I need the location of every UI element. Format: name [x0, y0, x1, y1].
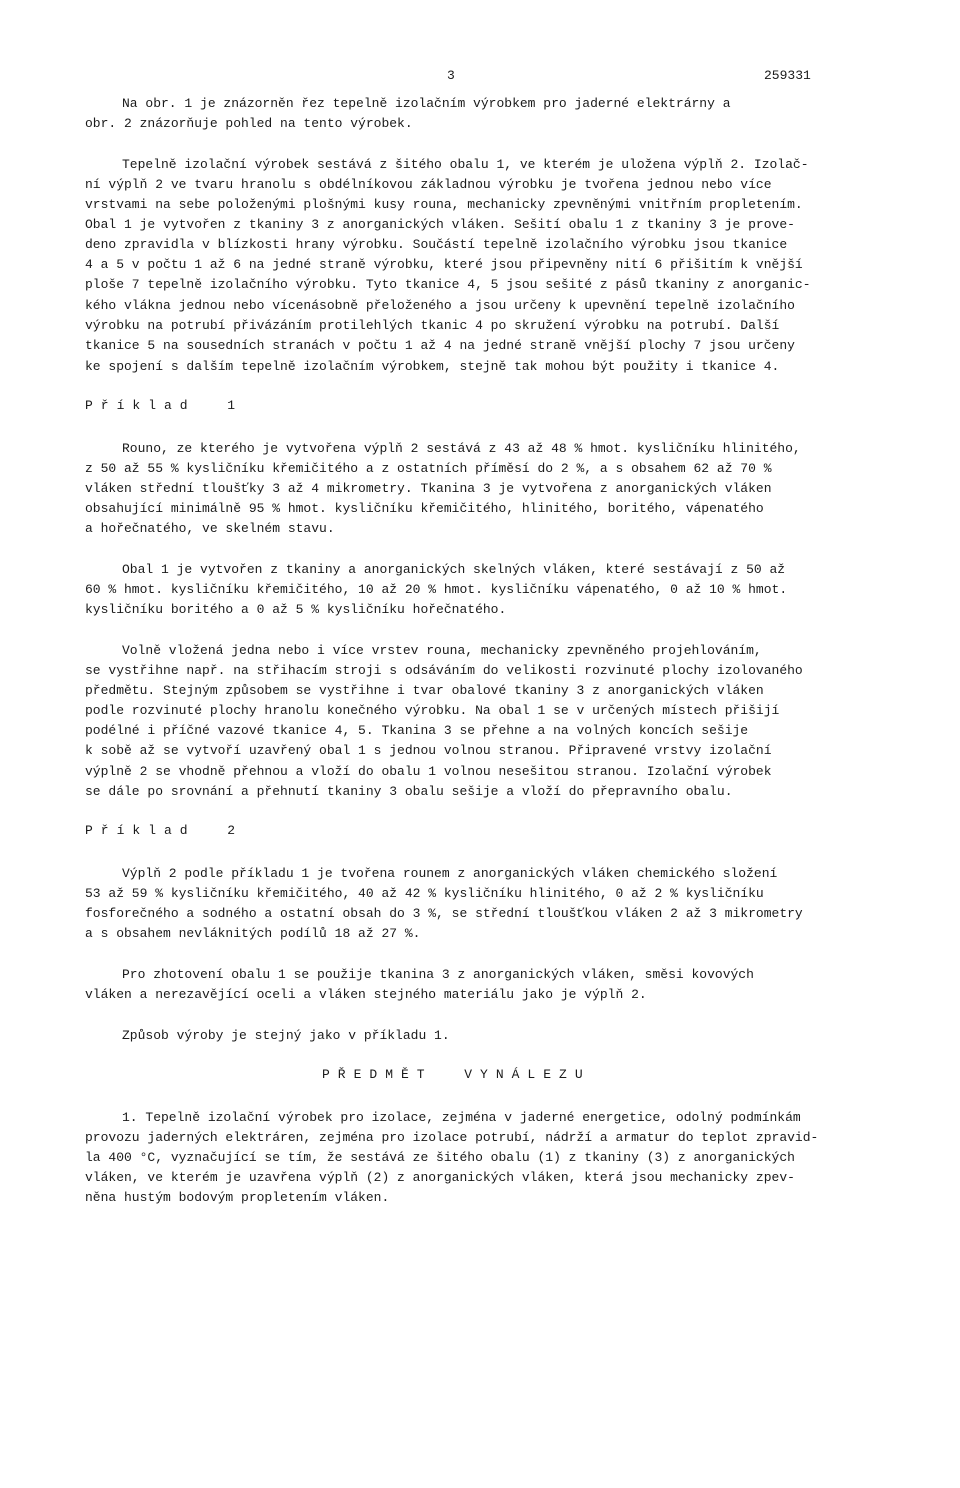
text-line: Volně vložená jedna nebo i více vrstev rouna, mechanicky zpevněného projehlováním,: [122, 643, 762, 658]
text-line: výplně 2 se vhodně přehnou a vloží do obalu 1 volnou nesešitou stranou. Izolační výrobek: [85, 764, 772, 779]
text-line: ní výplň 2 ve tvaru hranolu s obdélníkovou základnou výrobku je tvořena jednou nebo více: [85, 177, 772, 192]
text-line: fosforečného a sodného a ostatní obsah do 3 %, se střední tloušťkou vláken 2 až 3 mikrometry: [85, 906, 803, 921]
text-line: 60 % hmot. kysličníku křemičitého, 10 až 20 % hmot. kysličníku vápenatého, 0 až 10 % hmot.: [85, 582, 788, 597]
text-line: ploše 7 tepelně izolačního výrobku. Tyto tkanice 4, 5 jsou sešité z pásů tkaniny z anorganic-: [85, 277, 811, 292]
text-line: předmětu. Stejným způsobem se vystřihne i tvar obalové tkaniny 3 z anorganických vláken: [85, 683, 764, 698]
text-line: vrstvami na sebe položenými plošnými kusy rouna, mechanicky zpevněnými vnitřním propletením.: [85, 197, 803, 212]
text-line: obr. 2 znázorňuje pohled na tento výrobek.: [85, 116, 413, 131]
text-line: a s obsahem nevláknitých podílů 18 až 27 %.: [85, 926, 421, 941]
text-line: Rouno, ze kterého je vytvořena výplň 2 sestává z 43 až 48 % hmot. kysličníku hlinitého,: [122, 441, 801, 456]
text-line: vláken střední tloušťky 3 až 4 mikrometry. Tkanina 3 je vytvořena z anorganických vláken: [85, 481, 772, 496]
claim-line: provozu jaderných elektráren, zejména pro izolace potrubí, nádrží a armatur do teplot zpravid-: [85, 1130, 819, 1145]
document-number: 259331: [764, 68, 811, 83]
text-line: Pro zhotovení obalu 1 se použije tkanina 3 z anorganických vláken, směsi kovových: [122, 967, 754, 982]
text-line: podélné i příčné vazové tkanice 4, 5. Tkanina 3 se přehne a na volných koncích sešije: [85, 723, 749, 738]
text-line: Tepelně izolační výrobek sestává z šitého obalu 1, ve kterém je uložena výplň 2. Izolač-: [122, 157, 809, 172]
text-line: k sobě až se vytvoří uzavřený obal 1 s jednou volnou stranou. Připravené vrstvy izolační: [85, 743, 772, 758]
text-line: se dále po srovnání a přehnutí tkaniny 3 obalu sešije a vloží do přepravního obalu.: [85, 784, 733, 799]
text-line: Obal 1 je vytvořen z tkaniny 3 z anorganických vláken. Sešití obalu 1 z tkaniny 3 je prove-: [85, 217, 795, 232]
claim-line: něna hustým bodovým propletením vláken.: [85, 1190, 390, 1205]
text-line: z 50 až 55 % kysličníku křemičitého a z ostatních příměsí do 2 %, a s obsahem 62 až 70 %: [85, 461, 772, 476]
text-line: Způsob výroby je stejný jako v příkladu 1.: [122, 1028, 450, 1043]
claims-heading: PŘEDMĚT VYNÁLEZU: [322, 1067, 591, 1082]
text-line: tkanice 5 na sousedních stranách v počtu 1 až 4 na jedné straně vnější plochy 7 jsou určeny: [85, 338, 795, 353]
text-line: výrobku na potrubí přivázáním protilehlých tkanic 4 po skružení výrobku na potrubí. Další: [85, 318, 780, 333]
claim-line: la 400 °C, vyznačující se tím, že sestává ze šitého obalu (1) z tkaniny (3) z anorganických: [85, 1150, 795, 1165]
text-line: ke spojení s dalším tepelně izolačním výrobkem, stejně tak mohou být použity i tkanice 4.: [85, 359, 780, 374]
text-line: 4 a 5 v počtu 1 až 6 na jedné straně výrobku, které jsou připevněny nití 6 přišitím k vnější: [85, 257, 803, 272]
text-line: 53 až 59 % kysličníku křemičitého, 40 až 42 % kysličníku hlinitého, 0 až 2 % kysličníku: [85, 886, 764, 901]
text-line: kysličníku boritého a 0 až 5 % kysličníku hořečnatého.: [85, 602, 507, 617]
text-line: deno zpravidla v blízkosti hrany výrobku. Součástí tepelně izolačního výrobku jsou tkanice: [85, 237, 788, 252]
text-line: Výplň 2 podle příkladu 1 je tvořena rounem z anorganických vláken chemického složení: [122, 866, 778, 881]
text-line: kého vlákna jednou nebo vícenásobně přeloženého a jsou určeny k upevnění tepelně izolačního: [85, 298, 795, 313]
text-line: a hořečnatého, ve skelném stavu.: [85, 521, 335, 536]
page-number: 3: [447, 68, 455, 83]
text-line: Na obr. 1 je znázorněn řez tepelně izolačním výrobkem pro jaderné elektrárny a: [122, 96, 731, 111]
text-line: se vystřihne např. na střihacím stroji s odsáváním do velikosti rozvinuté plochy izolovaného: [85, 663, 803, 678]
text-line: podle rozvinuté plochy hranolu konečného výrobku. Na obal 1 se v určených místech přišijí: [85, 703, 780, 718]
text-line: obsahující minimálně 95 % hmot. kysličníku křemičitého, hlinitého, boritého, vápenatého: [85, 501, 764, 516]
text-line: Obal 1 je vytvořen z tkaniny a anorganických skelných vláken, které sestávají z 50 až: [122, 562, 786, 577]
claim-line: 1. Tepelně izolační výrobek pro izolace, zejména v jaderné energetice, odolný podmínkám: [122, 1110, 801, 1125]
example-1-heading: Příklad 1: [85, 398, 244, 413]
claim-line: vláken, ve kterém je uzavřena výplň (2) z anorganických vláken, která jsou mechanicky zpev-: [85, 1170, 795, 1185]
example-2-heading: Příklad 2: [85, 823, 244, 838]
text-line: vláken a nerezavějící oceli a vláken stejného materiálu jako je výplň 2.: [85, 987, 647, 1002]
